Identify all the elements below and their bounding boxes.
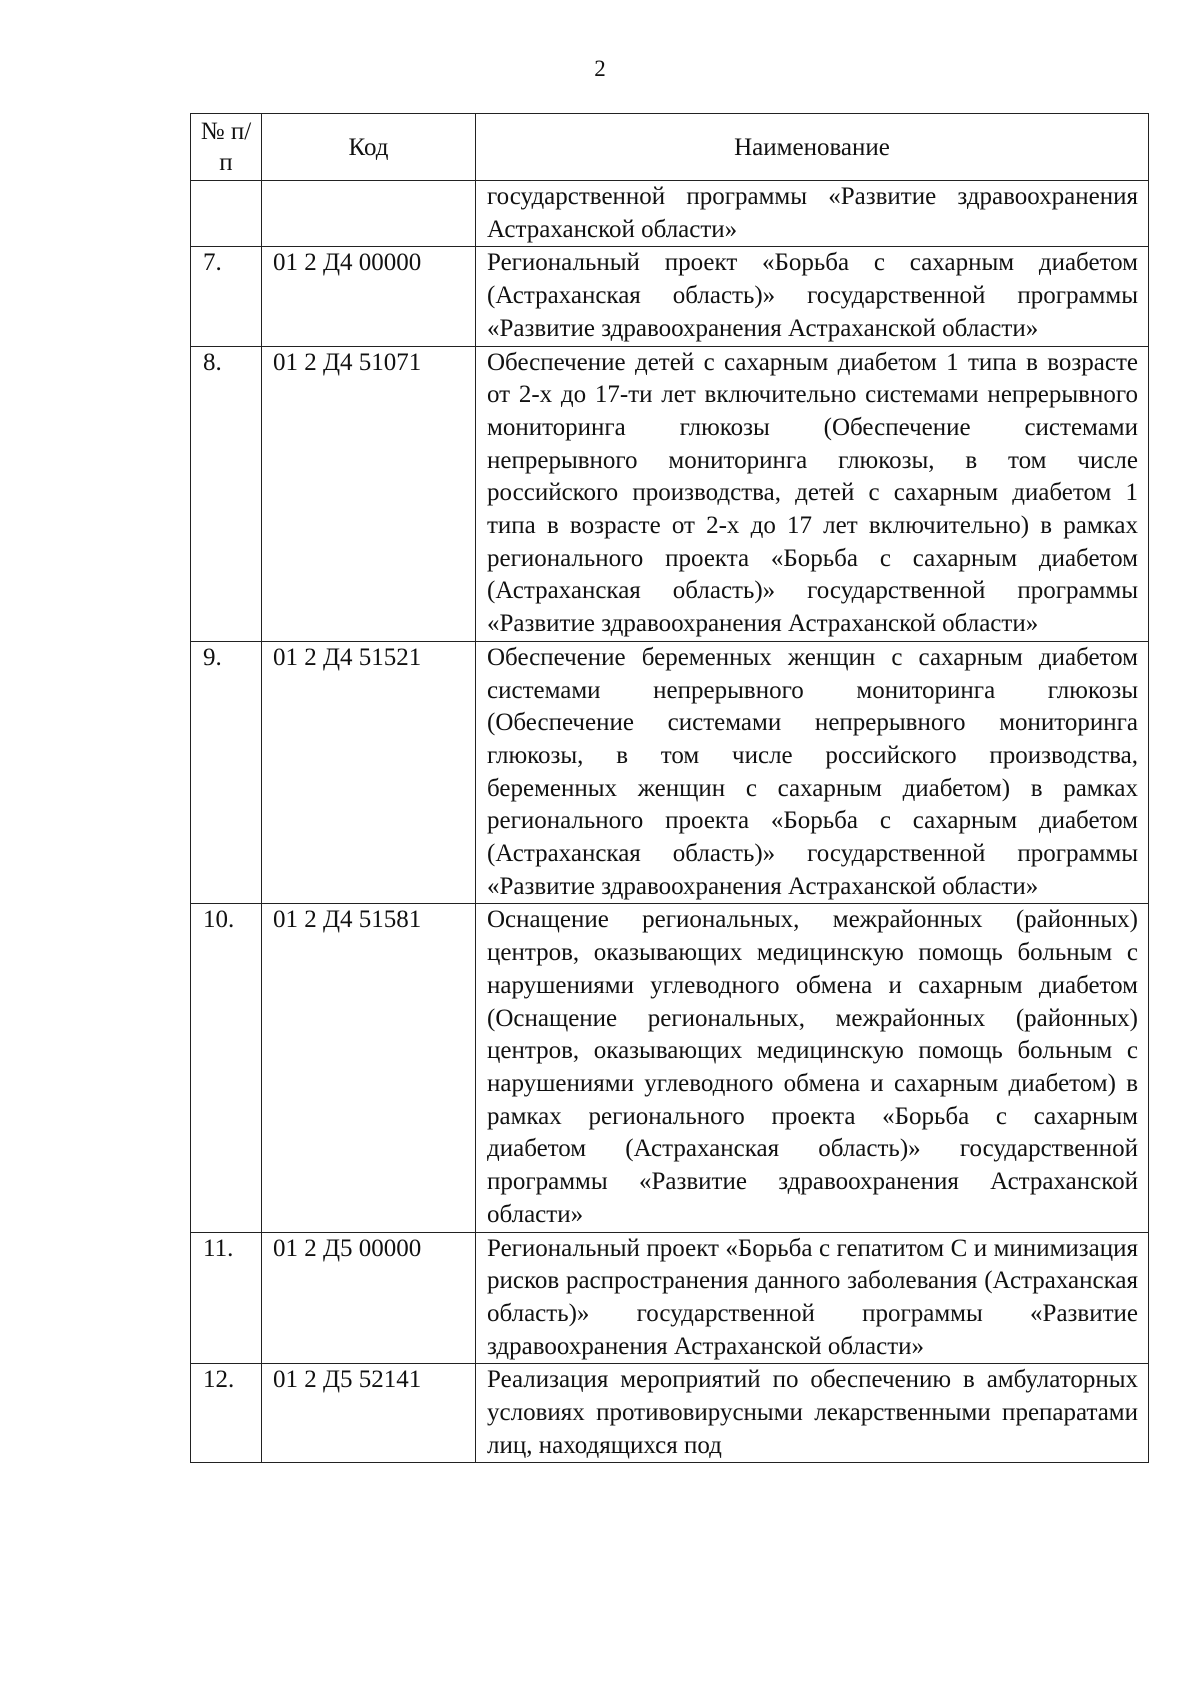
row-code	[262, 181, 476, 247]
table-header-row	[191, 114, 1149, 181]
row-num: 12.	[191, 1364, 262, 1463]
budget-code-table	[190, 113, 1149, 1463]
table-row	[191, 904, 1149, 1232]
table-row	[191, 346, 1149, 641]
row-name: Обеспечение беременных женщин с сахарным диабетом системами непрерывного мониторинга глюкозы (Обеспечение системами непрерывного мониторинга глюкозы, в том числе российского производства, беременных женщин с сахарным диабетом) в рамках регионального проекта «Борьба с сахарным диабетом (Астраханская область)» государственной программы «Развитие здравоохранения Астраханской области»	[476, 641, 1149, 904]
row-code: 01 2 Д4 51521	[262, 641, 476, 904]
row-name: государственной программы «Развитие здравоохранения Астраханской области»	[476, 181, 1149, 247]
row-code: 01 2 Д4 51581	[262, 904, 476, 1232]
table-row	[191, 1364, 1149, 1463]
row-num	[191, 181, 262, 247]
row-code: 01 2 Д4 00000	[262, 247, 476, 346]
page-number: 2	[594, 56, 606, 81]
header-name: Наименование	[476, 114, 1149, 181]
header-code: Код	[262, 114, 476, 181]
table-row	[191, 1232, 1149, 1364]
row-num: 8.	[191, 346, 262, 641]
row-num: 9.	[191, 641, 262, 904]
row-num: 11.	[191, 1232, 262, 1364]
header-num: № п/п	[191, 114, 262, 181]
row-code: 01 2 Д5 00000	[262, 1232, 476, 1364]
table-row	[191, 641, 1149, 904]
row-num: 7.	[191, 247, 262, 346]
row-name: Региональный проект «Борьба с гепатитом С и минимизация рисков распространения данного заболевания (Астраханская область)» государственной программы «Развитие здравоохранения Астраханской области»	[476, 1232, 1149, 1364]
row-name: Оснащение региональных, межрайонных (районных) центров, оказывающих медицинскую помощь больным с нарушениями углеводного обмена и сахарным диабетом (Оснащение региональных, межрайонных (районных) центров, оказывающих медицинскую помощь больным с нарушениями углеводного обмена и сахарным диабетом) в рамках регионального проекта «Борьба с сахарным диабетом (Астраханская область)» государственной программы «Развитие здравоохранения Астраханской области»	[476, 904, 1149, 1232]
row-name: Региональный проект «Борьба с сахарным диабетом (Астраханская область)» государственной программы «Развитие здравоохранения Астраханской области»	[476, 247, 1149, 346]
table-row	[191, 181, 1149, 247]
row-code: 01 2 Д5 52141	[262, 1364, 476, 1463]
row-num: 10.	[191, 904, 262, 1232]
row-code: 01 2 Д4 51071	[262, 346, 476, 641]
row-name: Обеспечение детей с сахарным диабетом 1 типа в возрасте от 2-х до 17-ти лет включительно системами непрерывного мониторинга глюкозы (Обеспечение системами непрерывного мониторинга глюкозы, в том числе российского производства, детей с сахарным диабетом 1 типа в возрасте от 2-х до 17 лет включительно) в рамках регионального проекта «Борьба с сахарным диабетом (Астраханская область)» государственной программы «Развитие здравоохранения Астраханской области»	[476, 346, 1149, 641]
row-name: Реализация мероприятий по обеспечению в амбулаторных условиях противовирусными лекарственными препаратами лиц, находящихся под	[476, 1364, 1149, 1463]
table-row	[191, 247, 1149, 346]
